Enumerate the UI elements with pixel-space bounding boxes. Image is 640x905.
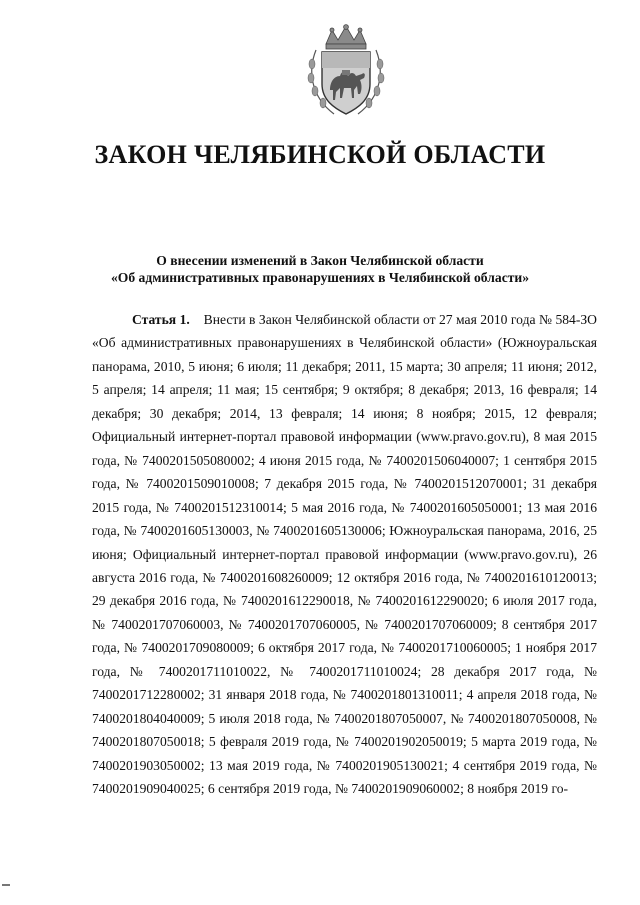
scan-mark	[2, 884, 10, 886]
article-text: Внести в Закон Челябинской области от 27 мая 2010 года № 584-ЗО «Об административных правонарушениях в Челябинской области» (Южноуральская панорама, 2010, 5 июня; 6 июля; 11 декабря; 2011, 15 марта; 30 апреля; 11 июня; 2012, 5 апреля; 14 апреля; 11 мая; 15 сентября; 9 октября; 8 декабря; 2013, 16 февраля; 14 декабря; 30 декабря; 2014, 13 февраля; 14 июня; 8 ноября; 2015, 12 февраля; Официальный интернет-портал правовой информации (www.pravo.gov.ru), 8 мая 2015 года, № 7400201505080002; 4 июня 2015 года, № 7400201506040007; 1 сентября 2015 года, № 7400201509010008; 7 декабря 2015 года, № 7400201512070001; 31 декабря 2015 года, № 7400201512310014; 5 мая 2016 года, № 7400201605050001; 13 мая 2016 года, № 7400201605130003, № 7400201605130006; Южноуральская панорама, 2016, 25 июня; Официальный интернет-портал правовой информации (www.pravo.gov.ru), 26 августа 2016 года, № 7400201608260009; 12 октября 2016 года, № 7400201610120013; 29 декабря 2016 года, № 7400201612290018, № 7400201612290020; 6 июля 2017 года, № 7400201707060003, № 7400201707060005, № 7400201707060009; 8 сентября 2017 года, № 7400201709080009; 6 октября 2017 года, № 7400201710060005; 1 ноября 2017 года, № 7400201711010022, № 7400201711010024; 28 декабря 2017 года, № 7400201712280002; 31 января 2018 года, № 7400201801310011; 4 апреля 2018 года, № 7400201804040009; 5 июля 2018 года, № 7400201807050007, № 7400201807050008, № 7400201807050018; 5 февраля 2019 года, № 7400201902050019; 5 марта 2019 года, № 7400201903050002; 13 мая 2019 года, № 7400201905130021; 4 сентября 2019 года, № 7400201909040025; 6 сентября 2019 года, № 7400201909060002; 8 ноября 2019 го-	[92, 312, 597, 797]
law-subtitle	[0, 252, 640, 286]
article-1-paragraph	[92, 308, 597, 801]
subtitle-line-2: «Об административных правонарушениях в Челябинской области»	[110, 270, 530, 285]
coat-of-arms-icon	[304, 24, 388, 120]
subtitle-line-1: О внесении изменений в Закон Челябинской области	[156, 253, 484, 268]
article-label: Статья 1.	[132, 312, 190, 327]
law-title: ЗАКОН ЧЕЛЯБИНСКОЙ ОБЛАСТИ	[94, 140, 546, 169]
